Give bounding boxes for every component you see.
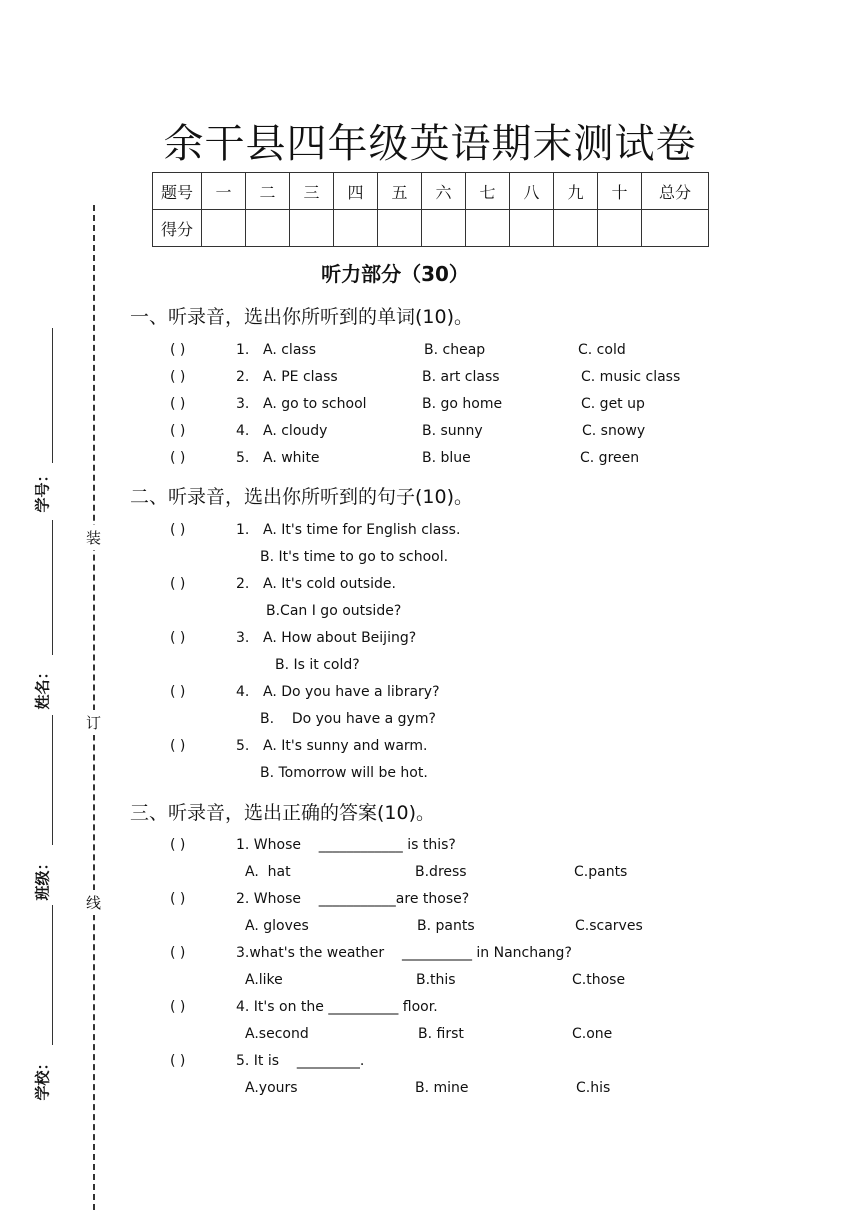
- answer-paren[interactable]: ( ): [170, 1053, 186, 1069]
- score-header-cell: 九: [554, 173, 598, 210]
- score-header-cell: 七: [466, 173, 510, 210]
- binding-mark-ding: 订: [86, 710, 101, 735]
- option-c: C. get up: [581, 396, 645, 412]
- section-2-heading: 二、听录音，选出你所听到的句子(10)。: [130, 486, 474, 508]
- school-line: [52, 905, 53, 1045]
- question-number: 2.: [236, 576, 250, 592]
- listening-title: 听力部分（30）: [321, 262, 469, 286]
- question-number: 5.: [236, 450, 250, 466]
- score-cell[interactable]: [202, 210, 246, 247]
- question-number: 2.: [236, 369, 250, 385]
- student-no-line: [52, 328, 53, 463]
- student-no-label: 学号：: [33, 467, 52, 513]
- question-text: 1. Whose ____________ is this?: [236, 837, 456, 853]
- option-a: A. class: [263, 342, 316, 358]
- question-number: 3.: [236, 630, 250, 646]
- option-b: B. mine: [415, 1080, 469, 1096]
- score-header-cell: 四: [334, 173, 378, 210]
- option-b: B. Do you have a gym?: [260, 711, 436, 727]
- score-cell[interactable]: [642, 210, 709, 247]
- option-b: B. cheap: [424, 342, 486, 358]
- answer-paren[interactable]: ( ): [170, 396, 186, 412]
- option-b: B. Is it cold?: [275, 657, 360, 673]
- option-a: A. How about Beijing?: [263, 630, 417, 646]
- option-b: B. It's time to go to school.: [260, 549, 449, 565]
- option-b: B. sunny: [422, 423, 483, 439]
- answer-paren[interactable]: ( ): [170, 423, 186, 439]
- option-b: B. pants: [417, 918, 475, 934]
- option-c: C.scarves: [575, 918, 643, 934]
- score-header-cell: 总分: [642, 173, 709, 210]
- option-a: A. hat: [245, 864, 291, 880]
- question-text: 4. It's on the __________ floor.: [236, 999, 438, 1015]
- option-a: A.second: [245, 1026, 309, 1042]
- school-label: 学校：: [33, 1055, 52, 1101]
- option-b: B. first: [418, 1026, 464, 1042]
- answer-paren[interactable]: ( ): [170, 522, 186, 538]
- question-number: 4.: [236, 423, 250, 439]
- score-cell[interactable]: [246, 210, 290, 247]
- question-number: 5.: [236, 738, 250, 754]
- option-a: A. gloves: [245, 918, 309, 934]
- score-cell[interactable]: [598, 210, 642, 247]
- score-cell[interactable]: [510, 210, 554, 247]
- binding-dashed-line: [93, 205, 95, 1210]
- answer-paren[interactable]: ( ): [170, 630, 186, 646]
- question-number: 4.: [236, 684, 250, 700]
- question-text: 2. Whose ___________are those?: [236, 891, 470, 907]
- answer-paren[interactable]: ( ): [170, 837, 186, 853]
- score-header-cell: 六: [422, 173, 466, 210]
- option-b: B. art class: [422, 369, 500, 385]
- question-number: 1.: [236, 342, 250, 358]
- option-b: B. go home: [422, 396, 503, 412]
- option-a: A.yours: [245, 1080, 298, 1096]
- score-header-cell: 五: [378, 173, 422, 210]
- option-c: C. snowy: [582, 423, 646, 439]
- score-header-cell: 十: [598, 173, 642, 210]
- answer-paren[interactable]: ( ): [170, 576, 186, 592]
- score-table-header-row: [153, 173, 709, 210]
- section-3-heading: 三、听录音，选出正确的答案(10)。: [130, 802, 436, 824]
- option-c: C.one: [572, 1026, 613, 1042]
- binding-mark-xian: 线: [86, 890, 101, 915]
- option-c: C. cold: [578, 342, 626, 358]
- question-text: 3.what's the weather __________ in Nanchang?: [236, 945, 572, 961]
- score-cell[interactable]: [554, 210, 598, 247]
- option-a: A.like: [245, 972, 283, 988]
- score-header-cell: 二: [246, 173, 290, 210]
- answer-paren[interactable]: ( ): [170, 684, 186, 700]
- score-header-cell: 三: [290, 173, 334, 210]
- answer-paren[interactable]: ( ): [170, 738, 186, 754]
- option-b: B.this: [416, 972, 456, 988]
- score-table: [152, 172, 709, 247]
- option-a: A. It's cold outside.: [263, 576, 396, 592]
- option-a: A. white: [263, 450, 320, 466]
- option-a: A. It's time for English class.: [263, 522, 461, 538]
- answer-paren[interactable]: ( ): [170, 342, 186, 358]
- option-a: A. cloudy: [263, 423, 328, 439]
- name-line: [52, 520, 53, 655]
- score-cell[interactable]: [378, 210, 422, 247]
- answer-paren[interactable]: ( ): [170, 369, 186, 385]
- answer-paren[interactable]: ( ): [170, 945, 186, 961]
- score-cell[interactable]: [334, 210, 378, 247]
- binding-mark-zhuang: 装: [86, 525, 101, 550]
- score-cell[interactable]: [422, 210, 466, 247]
- question-text: 5. It is _________.: [236, 1053, 365, 1069]
- score-row-label: 得分: [153, 210, 202, 247]
- question-number: 1.: [236, 522, 250, 538]
- answer-paren[interactable]: ( ): [170, 999, 186, 1015]
- question-number: 3.: [236, 396, 250, 412]
- option-b: B.dress: [415, 864, 467, 880]
- option-c: C.pants: [574, 864, 628, 880]
- option-a: A. PE class: [263, 369, 338, 385]
- option-b: B. Tomorrow will be hot.: [260, 765, 428, 781]
- score-table-score-row: [153, 210, 709, 247]
- option-c: C.those: [572, 972, 626, 988]
- score-header-cell: 一: [202, 173, 246, 210]
- class-label: 班级：: [33, 855, 52, 901]
- score-header-cell: 八: [510, 173, 554, 210]
- class-line: [52, 715, 53, 845]
- option-a: A. Do you have a library?: [263, 684, 440, 700]
- score-cell[interactable]: [466, 210, 510, 247]
- option-c: C. music class: [581, 369, 681, 385]
- option-c: C. green: [580, 450, 640, 466]
- option-b: B.Can I go outside?: [266, 603, 402, 619]
- option-a: A. It's sunny and warm.: [263, 738, 428, 754]
- page-title: 余干县四年级英语期末测试卷: [163, 121, 697, 167]
- section-1-heading: 一、听录音，选出你所听到的单词(10)。: [130, 306, 474, 328]
- answer-paren[interactable]: ( ): [170, 891, 186, 907]
- option-b: B. blue: [422, 450, 471, 466]
- score-header-cell: 题号: [153, 173, 202, 210]
- option-a: A. go to school: [263, 396, 367, 412]
- option-c: C.his: [576, 1080, 611, 1096]
- answer-paren[interactable]: ( ): [170, 450, 186, 466]
- score-cell[interactable]: [290, 210, 334, 247]
- name-label: 姓名：: [33, 664, 52, 710]
